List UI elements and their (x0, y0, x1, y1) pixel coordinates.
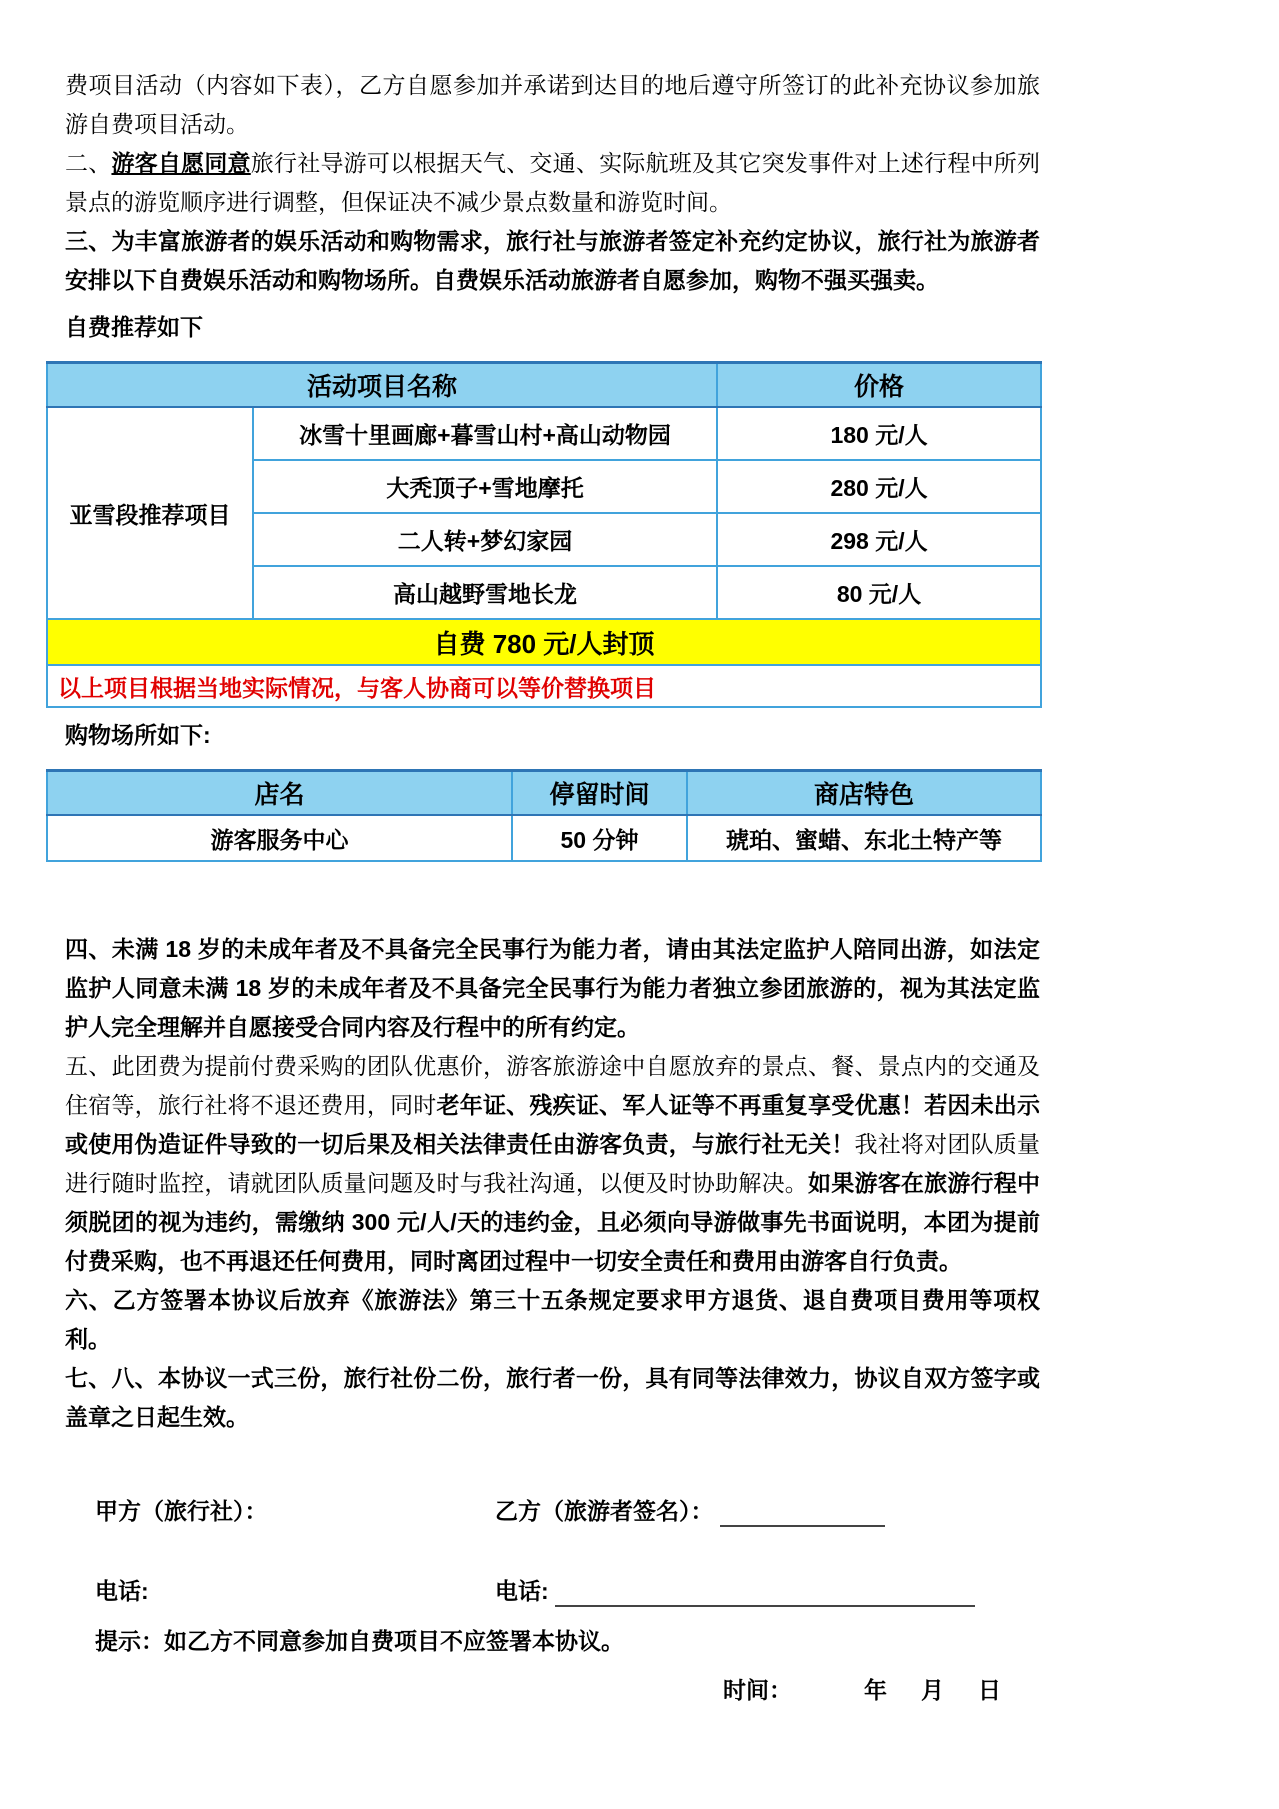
paragraph-clause-6: 六、乙方签署本协议后放弃《旅游法》第三十五条规定要求甲方退货、退自费项目费用等项权利。 (65, 1287, 1040, 1352)
store-name: 游客服务中心 (47, 815, 512, 861)
activity-price: 280 元/人 (717, 460, 1041, 513)
clause-2-emphasis: 游客自愿同意 (111, 150, 251, 176)
clause-2-number: 二、 (65, 150, 112, 176)
clause-5-bold-2: 如果游客在旅游行程中须脱团的视为违约，需缴纳 300 元/人/天的违约金，且必须向导游做事先书面说明，本团为提前付费采购，也不再退还任何费用，同时离团过程中一切安全责任和费用由游客自行负责。 (65, 1170, 1041, 1274)
paragraph-continuation: 费项目活动（内容如下表），乙方自愿参加并承诺到达目的地后遵守所签订的此补充协议参加旅游自费项目活动。 (65, 72, 1040, 137)
store-feature-header: 商店特色 (687, 771, 1041, 816)
time-label: 时间： (723, 1677, 792, 1703)
party-b-signature-line (720, 1499, 885, 1527)
stay-duration: 50 分钟 (512, 815, 687, 861)
price-cap-row (47, 619, 1041, 665)
paragraph-clause-5 (65, 1047, 1040, 1281)
paragraph-clause-7: 七、八、本协议一式三份，旅行社份二份，旅行者一份，具有同等法律效力，协议自双方签字或盖章之日起生效。 (65, 1365, 1040, 1430)
shopping-list-title: 购物场所如下: (65, 722, 211, 748)
shopping-table-header-row (47, 771, 1041, 816)
activity-price: 180 元/人 (717, 407, 1041, 460)
activity-price: 80 元/人 (717, 566, 1041, 619)
activity-name: 高山越野雪地长龙 (253, 566, 717, 619)
paragraph-clause-2 (65, 144, 1040, 222)
date-row (723, 1672, 1040, 1705)
day-label: 日 (978, 1677, 1001, 1703)
price-cap-text: 自费 780 元/人封顶 (47, 619, 1041, 665)
activity-price: 298 元/人 (717, 513, 1041, 566)
replacement-note-text: 以上项目根据当地实际情况，与客人协商可以等价替换项目 (47, 665, 1041, 707)
activity-name: 二人转+梦幻家园 (253, 513, 717, 566)
year-label: 年 (864, 1677, 887, 1703)
party-a-label: 甲方（旅行社）： (95, 1498, 268, 1524)
party-signature-row (95, 1495, 1040, 1527)
terms-section (46, 930, 1040, 1437)
phone-b-fill-line (555, 1579, 975, 1607)
store-feature: 琥珀、蜜蜡、东北土特产等 (687, 815, 1041, 861)
paragraph-clause-4: 四、未满 18 岁的未成年者及不具备完全民事行为能力者，请由其法定监护人陪同出游，如法定监护人同意未满 18 岁的未成年者及不具备完全民事行为能力者独立参团旅游的，视为其法定监护人完全理解并自愿接受合同内容及行程中的所有约定。 (65, 936, 1040, 1040)
activity-price-table (46, 361, 1042, 708)
clause-2-text: 旅行社导游可以根据天气、交通、实际航班及其它突发事件对上述行程中所列景点的游览顺序进行调整，但保证决不减少景点数量和游览时间。 (65, 150, 1041, 215)
month-label: 月 (921, 1677, 944, 1703)
activity-table-header-row (47, 363, 1041, 408)
paragraph-clause-3: 三、为丰富旅游者的娱乐活动和购物需求，旅行社与旅游者签定补充约定协议，旅行社为旅游者安排以下自费娱乐活动和购物场所。自费娱乐活动旅游者自愿参加，购物不强买强卖。 (65, 228, 1040, 293)
phone-b-label: 电话: (495, 1578, 549, 1604)
activity-name-header: 活动项目名称 (47, 363, 717, 408)
replacement-note-row (47, 665, 1041, 707)
shopping-places-table (46, 769, 1042, 862)
clause-5-text-2: 我社将对团队质量进行随时监控，请就团队质量问题及时与我社沟通，以便及时协助解决。 (65, 1131, 1041, 1196)
activity-name: 冰雪十里画廊+暮雪山村+高山动物园 (253, 407, 717, 460)
party-b-label: 乙方（旅游者签名）： (495, 1498, 714, 1524)
phone-row (95, 1575, 1040, 1607)
activity-group-label: 亚雪段推荐项目 (47, 407, 253, 619)
table-row (47, 407, 1041, 460)
phone-a-label: 电话: (95, 1578, 149, 1604)
store-name-header: 店名 (47, 771, 512, 816)
fee-list-title: 自费推荐如下 (65, 314, 203, 340)
stay-duration-header: 停留时间 (512, 771, 687, 816)
notice-text: 提示：如乙方不同意参加自费项目不应签署本协议。 (95, 1628, 624, 1654)
table-row (47, 815, 1041, 861)
clause-5-text-1: 五、此团费为提前付费采购的团队优惠价，游客旅游途中自愿放弃的景点、餐、景点内的交通及住宿等，旅行社将不退还费用，同时 (65, 1053, 1040, 1118)
price-header: 价格 (717, 363, 1041, 408)
clause-5-bold-1: 老年证、残疾证、军人证等不再重复享受优惠！若因未出示或使用伪造证件导致的一切后果及相关法律责任由游客负责，与旅行社无关！ (65, 1092, 1041, 1157)
signature-section (95, 1495, 1040, 1705)
activity-name: 大秃顶子+雪地摩托 (253, 460, 717, 513)
